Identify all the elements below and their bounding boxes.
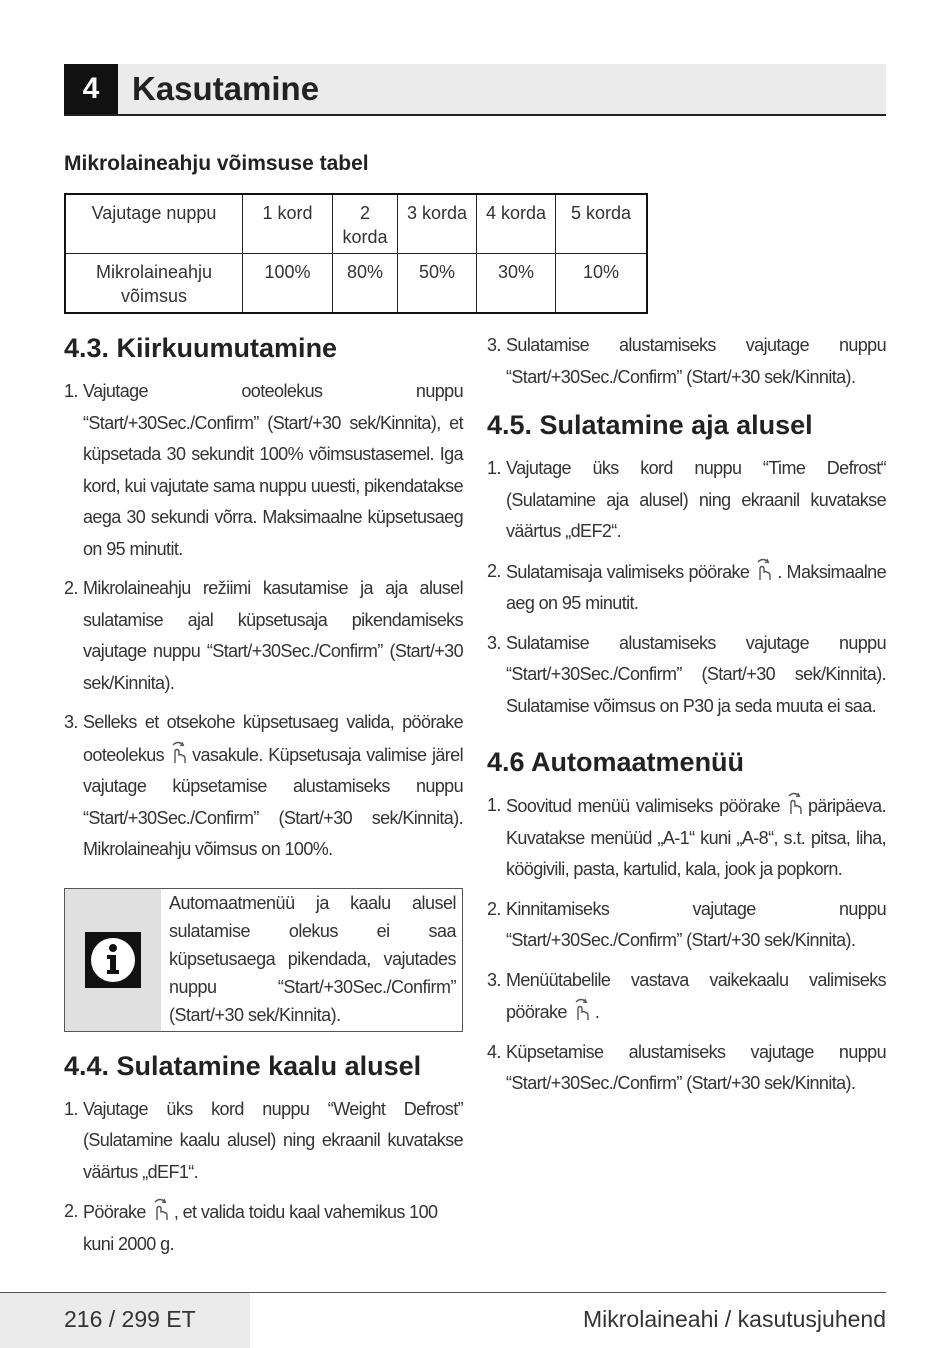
chapter-title: Kasutamine <box>132 70 320 107</box>
item-number: 3. <box>487 335 501 355</box>
note-icon-box <box>65 889 161 1031</box>
chapter-number: 4 <box>64 64 118 114</box>
item-number: 2. <box>64 578 78 598</box>
item-text: Sulatamisaja valimiseks pöörake <box>506 561 750 582</box>
info-note <box>64 888 463 1032</box>
item-text: Pöörake <box>83 1202 146 1222</box>
table-cell: 10% <box>556 254 648 314</box>
item-text: Küpsetamise alustamiseks vajutage nuppu “Start/+30Sec./Confirm” (Start/+30 sek/Kinnita). <box>506 1041 886 1093</box>
section-title-4-4: 4.4. Sulatamine kaalu alusel <box>64 1050 422 1081</box>
item-number: 4. <box>487 1041 501 1062</box>
item-text: . <box>594 1002 600 1022</box>
item-number: 3. <box>64 712 78 732</box>
table-cell: 5 korda <box>556 194 648 254</box>
document-title: Mikrolaineahi / kasutusjuhend <box>582 1306 886 1332</box>
knob-icon <box>167 739 189 765</box>
list-item <box>487 330 886 393</box>
item-text: Mikrolaineahju režiimi kasutamise ja aja alusel sulatamise ajal küpsetusaja pikendamiseks vajutage nuppu “Start/+30Sec./Confirm” (Start/+30 sek/Kinnita). <box>83 578 463 693</box>
item-text: , et valida toidu kaal vahemikus 100 kuni 2000 g. <box>83 1202 438 1254</box>
chapter-header <box>64 64 886 116</box>
power-table <box>64 193 648 314</box>
left-column <box>64 330 463 1282</box>
note-text: Automaatmenüü ja kaalu alusel sulatamise olekus ei saa küpsetusaega pikendada, vajutades nuppu “Start/+30Sec./Confirm” (Start/+30 sek/Kinnita). <box>169 892 456 1025</box>
section-title-4-5: 4.5. Sulatamine aja alusel <box>487 410 813 440</box>
knob-icon <box>783 790 805 816</box>
item-number: 2. <box>487 898 501 919</box>
item-number: 3. <box>487 969 501 990</box>
table-cell: 100% <box>243 254 333 314</box>
table-cell: 3 korda <box>398 194 477 254</box>
list-item <box>64 1094 463 1189</box>
item-number: 1. <box>64 1098 78 1119</box>
list-item <box>487 894 886 957</box>
item-number: 2. <box>487 560 501 581</box>
item-text: Kinnitamiseks vajutage nuppu “Start/+30Sec./Confirm” (Start/+30 sek/Kinnita). <box>506 898 886 950</box>
table-cell: Mikrolaineahju võimsus <box>65 254 243 314</box>
list-item <box>487 628 886 723</box>
steps-4-4 <box>64 1094 463 1261</box>
table-row <box>65 194 647 254</box>
table-cell: 1 kord <box>243 194 333 254</box>
table-cell: 50% <box>398 254 477 314</box>
item-number: 2. <box>64 1201 78 1221</box>
item-number: 1. <box>64 381 78 401</box>
item-number: 3. <box>487 632 501 653</box>
table-row <box>65 254 647 314</box>
item-text: Menüütabelile vastava vaikekaalu valimiseks pöörake <box>506 969 886 1022</box>
table-cell: 30% <box>477 254 556 314</box>
item-text: päripäeva. Kuvatakse menüüd „A-1“ kuni „A-8“, s.t. pitsa, liha, köögivili, pasta, kartulid, kala, jook ja popkorn. <box>506 796 886 879</box>
item-text: Vajutage üks kord nuppu “Weight Defrost” (Sulatamine kaalu alusel) ning ekraanil kuvatakse väärtus „dEF1“. <box>83 1098 463 1182</box>
table-cell: 2 korda <box>333 194 398 254</box>
steps-4-6 <box>487 790 886 1100</box>
list-item <box>64 707 463 866</box>
item-number: 1. <box>487 795 501 815</box>
item-text: Sulatamise alustamiseks vajutage nuppu “Start/+30Sec./Confirm” (Start/+30 sek/Kinnita). Sulatamise võimsus on P30 ja seda muuta ei saa. <box>506 632 886 716</box>
knob-icon <box>149 1196 171 1222</box>
list-item <box>64 376 463 565</box>
section-title-4-6: 4.6 Automaatmenüü <box>487 747 745 777</box>
knob-icon <box>570 996 592 1022</box>
item-text: Sulatamise alustamiseks vajutage nuppu “Start/+30Sec./Confirm” (Start/+30 sek/Kinnita). <box>506 335 886 387</box>
page-number: 216 / 299 ET <box>64 1306 196 1332</box>
item-text: vasakule. Küpsetusaja valimise järel vajutage küpsetamise alustamiseks nuppu “Start/+30Sec./Confirm” (Start/+30 sek/Kinnita). Mikrolaineahju võimsus on 100%. <box>83 744 463 859</box>
item-number: 1. <box>487 458 501 478</box>
table-title: Mikrolaineahju võimsuse tabel <box>64 152 369 175</box>
item-text: Soovitud menüü valimiseks pöörake <box>506 796 780 816</box>
list-item <box>487 790 886 886</box>
right-column <box>487 330 886 1122</box>
steps-4-3 <box>64 376 463 866</box>
list-item <box>487 556 886 620</box>
info-icon <box>85 932 141 988</box>
list-item <box>487 1037 886 1100</box>
knob-icon <box>752 556 774 582</box>
table-cell: 4 korda <box>477 194 556 254</box>
steps-4-4-continued <box>487 330 886 393</box>
table-cell: Vajutage nuppu <box>65 194 243 254</box>
table-cell: 80% <box>333 254 398 314</box>
item-text: Selleks et otsekohe küpsetusaeg valida, pöörake ooteolekus <box>83 712 463 765</box>
item-text: Vajutage üks kord nuppu “Time Defrost“ (Sulatamine aja alusel) ning ekraanil kuvatakse väärtus „dEF2“. <box>506 458 886 541</box>
list-item <box>487 453 886 548</box>
steps-4-5 <box>487 453 886 722</box>
item-text: Vajutage ooteolekus nuppu “Start/+30Sec./Confirm” (Start/+30 sek/Kinnita), et küpsetada 30 sekundit 100% võimsustasemel. Iga kord, kui vajutate sama nuppu uuesti, pikendatakse aega 30 sekundi võrra. Maksimaalne küpsetusaeg on 95 minutit. <box>83 381 463 559</box>
item-text: . Maksimaalne aeg on 95 minutit. <box>506 561 886 613</box>
list-item <box>487 965 886 1029</box>
section-title-4-3: 4.3. Kiirkuumutamine <box>64 333 338 363</box>
list-item <box>64 573 463 699</box>
list-item <box>64 1196 463 1260</box>
